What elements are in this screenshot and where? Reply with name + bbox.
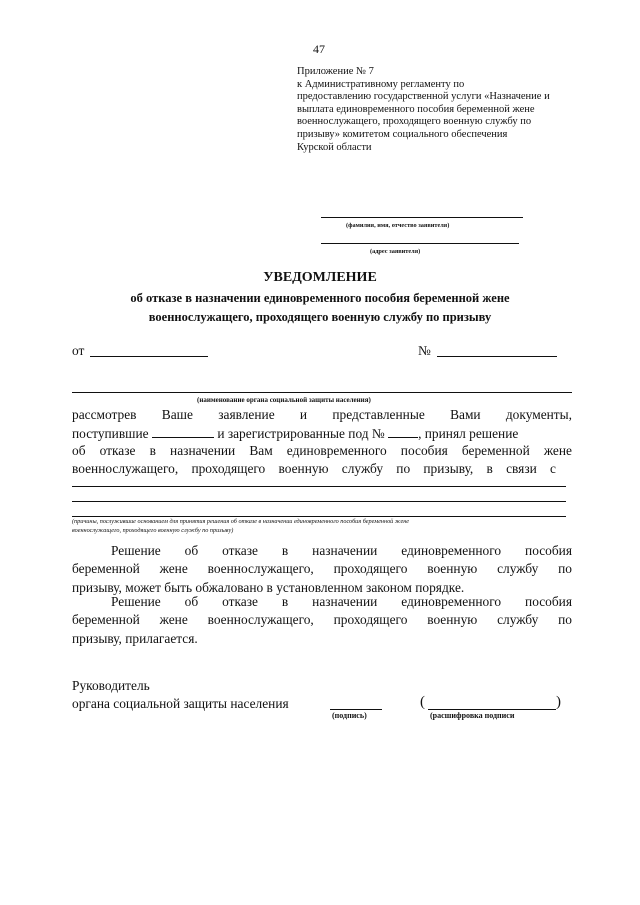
body-text-fragment: и зарегистрированные под № [217, 426, 385, 441]
decoding-line [428, 709, 556, 710]
open-paren: ( [420, 694, 425, 710]
appendix-line: Приложение № 7 [297, 66, 374, 77]
reason-line [72, 516, 566, 517]
reasons-caption-line: военнослужащего, проходящего военную службу по призыву) [72, 526, 234, 534]
document-title: УВЕДОМЛЕНИЕ [263, 270, 377, 285]
document-subtitle [0, 289, 640, 327]
appendix-line: Курской области [297, 141, 372, 153]
appendix-line: предоставлению государственной услуги «Назначение и [297, 91, 550, 103]
document-number-line [437, 356, 557, 357]
paragraph-line: беременной жене военнослужащего, проходящего военную службу по [72, 612, 572, 627]
page-number: 47 [313, 42, 325, 56]
body-line: военнослужащего, проходящего военную службу по призыву, в связи с [72, 461, 556, 476]
subtitle-line: военнослужащего, проходящего военную службу по призыву [148, 310, 492, 324]
appendix-line: военнослужащего, проходящего военную службу по [297, 116, 532, 128]
body-text-fragment: поступившие [72, 426, 149, 441]
body-text-fragment: , принял решение [418, 426, 519, 441]
number-label: № [418, 343, 431, 358]
paragraph-line: призыву, может быть обжаловано в установленном законом порядке. [72, 580, 465, 595]
body-line: об отказе в назначении Вам единовременного пособия беременной жене [72, 443, 572, 458]
received-blank [152, 425, 214, 438]
applicant-address-line [321, 243, 519, 244]
paragraph-line: Решение об отказе в назначении единовременного пособия [111, 543, 572, 558]
appendix-line: выплата единовременного пособия беременной жене [297, 103, 535, 115]
applicant-name-line [321, 217, 523, 218]
reason-line [72, 501, 566, 502]
applicant-name-caption: (фамилия, имя, отчество заявителя) [346, 222, 450, 229]
body-line-2 [72, 425, 518, 443]
signature-role: Руководитель [72, 678, 150, 693]
close-paren: ) [556, 694, 561, 710]
organ-name-line [72, 392, 572, 393]
reason-line [72, 486, 566, 487]
appendix-line: к Административному регламенту по [297, 78, 465, 90]
subtitle-line: об отказе в назначении единовременного пособия беременной жене [130, 291, 510, 305]
paragraph-line: призыву, прилагается. [72, 631, 198, 646]
registration-number-blank [388, 425, 418, 438]
signature-caption: (подпись) [332, 711, 367, 720]
body-line: рассмотрев Ваше заявление и представленные Вами документы, [72, 407, 572, 422]
appendix-line: призыву» комитетом социального обеспечения [297, 128, 508, 140]
paragraph-line: беременной жене военнослужащего, проходящего военную службу по [72, 561, 572, 576]
from-date-line [90, 356, 208, 357]
decoding-caption: (расшифровка подписи [430, 711, 515, 720]
paragraph-line: Решение об отказе в назначении единовременного пособия [111, 594, 572, 609]
from-label: от [72, 343, 85, 358]
reasons-caption [72, 518, 572, 535]
signature-role-organ: органа социальной защиты населения [72, 696, 289, 711]
reasons-caption-line: (причины, послужившие основанием для принятия решения об отказе в назначении единовременного пособия беременной жене [72, 518, 410, 525]
appendix-header [297, 66, 597, 154]
organ-caption: (наименование органа социальной защиты населения) [197, 396, 371, 404]
signature-line [330, 709, 382, 710]
applicant-address-caption: (адрес заявителя) [370, 248, 421, 255]
